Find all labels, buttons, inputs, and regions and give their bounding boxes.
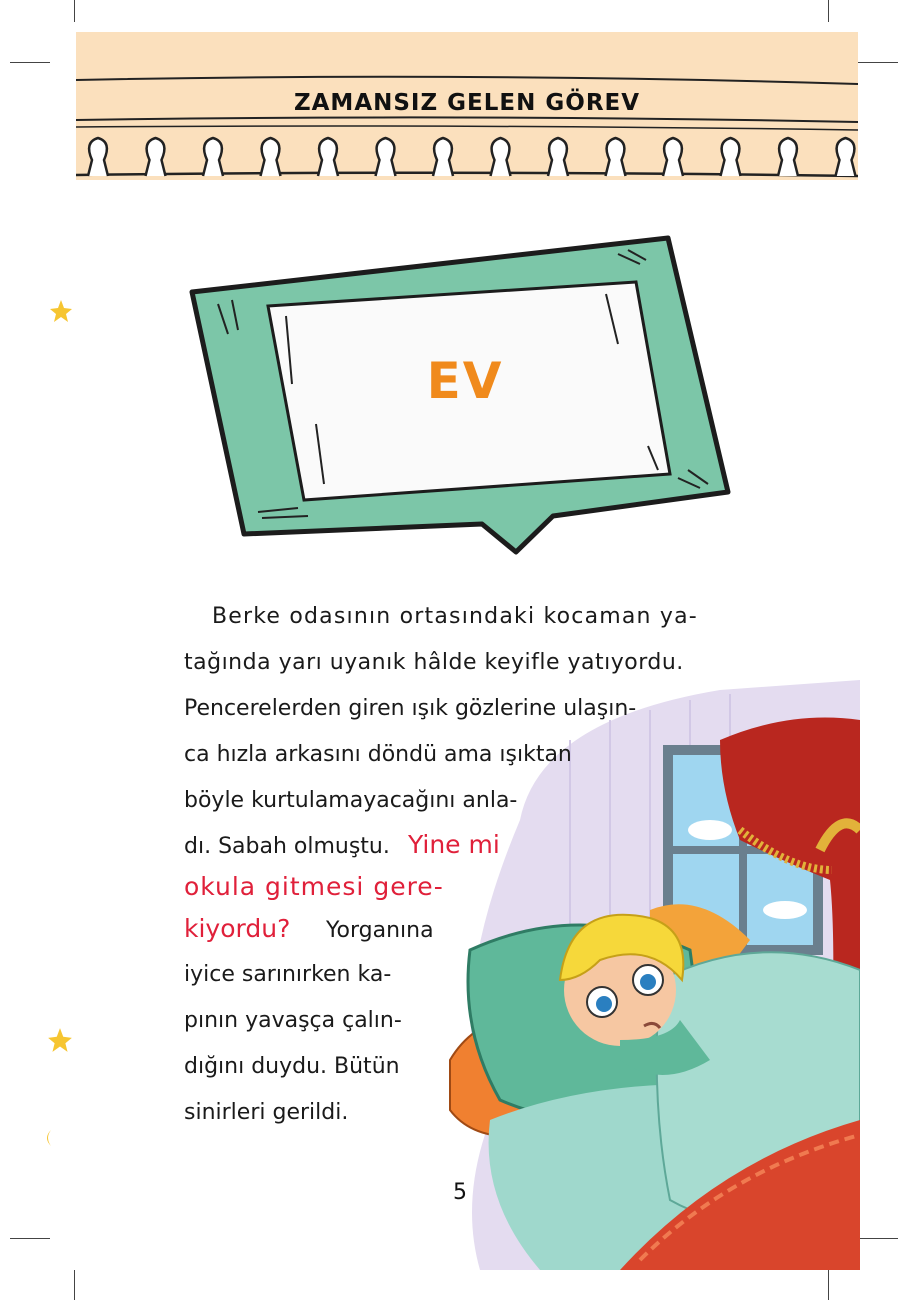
header-loop [778,138,798,176]
story-line: tağında yarı uyanık hâlde keyifle yatıyordu. [184,650,684,675]
story-question: kiyordu? [184,914,291,943]
chapter-header [76,32,858,180]
crop-mark [10,62,50,63]
story-line: böyle kurtulamayacağını anla- [184,788,518,813]
crop-mark [858,1238,898,1239]
story-line: pının yavaşça çalın- [184,1008,402,1033]
story-line: sinirleri gerildi. [184,1100,349,1125]
crop-mark [858,62,898,63]
header-loop [146,138,166,176]
header-loop [548,138,568,176]
header-loop [663,138,683,176]
header-title: ZAMANSIZ GELEN GÖREV [293,90,641,116]
header-loop [261,138,281,176]
crop-mark [74,0,75,22]
star-icon [46,1026,74,1054]
crop-mark [10,1238,50,1239]
story-question: Yine mi [408,830,500,859]
story-line: Berke odasının ortasındaki kocaman ya- [212,604,698,629]
story-line: iyice sarınırken ka- [184,962,392,987]
story-line: Yorganına [326,918,434,943]
header-loop [318,138,338,176]
header-loop [88,138,108,176]
header-loop [203,138,223,176]
star-icon [48,298,74,324]
header-loop [433,138,453,176]
header-loop [606,138,626,176]
crop-mark [74,1270,75,1300]
story-line: ca hızla arkasını döndü ama ışıktan [184,742,572,767]
location-label: EV [426,352,504,410]
page-number: 5 [453,1180,467,1205]
crop-mark [828,1270,829,1300]
moon-icon [42,1128,54,1148]
header-loop [721,138,741,176]
story-line: dığını duydu. Bütün [184,1054,400,1079]
header-loop [376,138,396,176]
header-loop [491,138,511,176]
story-line: Pencerelerden giren ışık gözlerine ulaşın- [184,696,637,721]
story-question: okula gitmesi gere- [184,872,444,901]
story-line: dı. Sabah olmuştu. [184,834,390,859]
sleeping-boy-illustration [420,680,860,1270]
header-loop [836,138,856,176]
crop-mark [828,0,829,22]
